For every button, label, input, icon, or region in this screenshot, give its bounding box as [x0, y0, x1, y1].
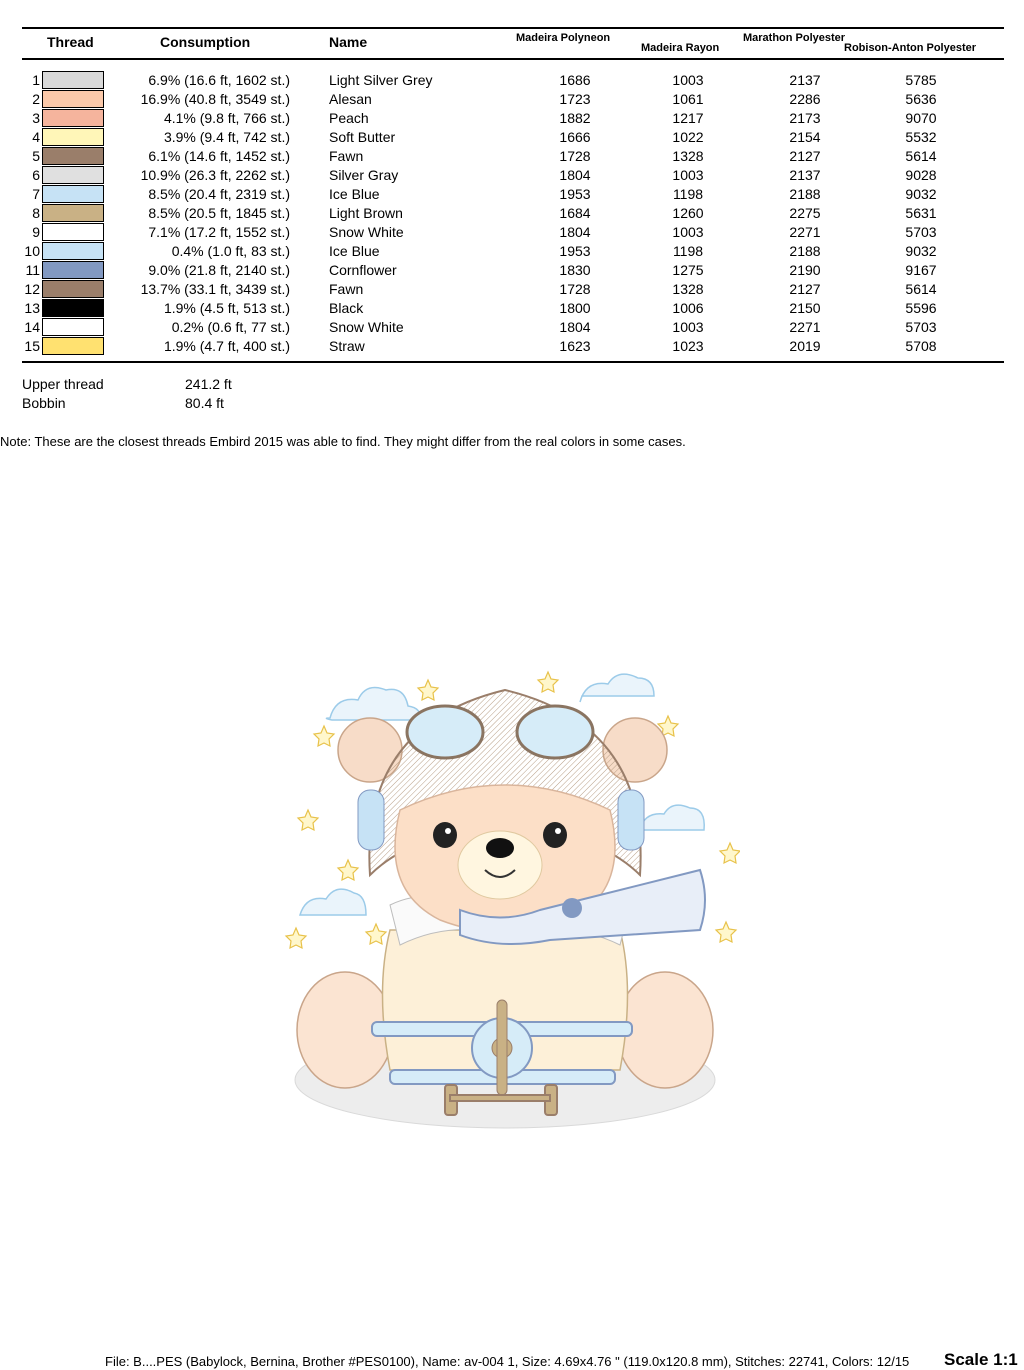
table-row: [0, 261, 1024, 280]
thread-name: Straw: [329, 338, 365, 354]
header-madeira-polyneon: Madeira Polyneon: [516, 32, 611, 44]
bobbin-value: 80.4 ft: [185, 395, 224, 411]
table-row: [0, 128, 1024, 147]
thread-color-swatch: [42, 185, 104, 203]
thread-name: Black: [329, 300, 364, 316]
right-ear-flap: [618, 790, 644, 850]
robison-anton-code: 9032: [905, 186, 937, 202]
robison-anton-code: 5614: [905, 148, 937, 164]
madeira-polyneon-code: 1882: [559, 110, 591, 126]
thread-number: 3: [32, 110, 40, 126]
thread-number: 5: [32, 148, 40, 164]
header-consumption: Consumption: [160, 34, 251, 50]
thread-number: 7: [32, 186, 40, 202]
madeira-rayon-code: 1328: [672, 148, 704, 164]
thread-consumption: 1.9% (4.7 ft, 400 st.): [163, 338, 290, 354]
table-top-rule: [22, 27, 1004, 29]
madeira-rayon-code: 1061: [672, 91, 704, 107]
thread-number: 11: [25, 262, 40, 278]
propeller: [497, 1000, 507, 1095]
thread-consumption: 6.1% (14.6 ft, 1452 st.): [148, 148, 290, 164]
marathon-polyester-code: 2137: [789, 72, 821, 88]
thread-name: Ice Blue: [329, 243, 380, 259]
table-row: [0, 299, 1024, 318]
marathon-polyester-code: 2173: [789, 110, 821, 126]
bobbin-label: Bobbin: [22, 395, 66, 411]
thread-name: Light Brown: [329, 205, 403, 221]
marathon-polyester-code: 2286: [789, 91, 821, 107]
embroidery-preview: [280, 660, 740, 1140]
robison-anton-code: 5785: [905, 72, 937, 88]
robison-anton-code: 5614: [905, 281, 937, 297]
madeira-polyneon-code: 1666: [559, 129, 591, 145]
scarf-knot: [562, 898, 582, 918]
madeira-polyneon-code: 1728: [559, 281, 591, 297]
madeira-rayon-code: 1260: [672, 205, 704, 221]
table-row: [0, 185, 1024, 204]
header-name: Name: [329, 34, 368, 50]
thread-consumption: 0.2% (0.6 ft, 77 st.): [171, 319, 290, 335]
madeira-polyneon-code: 1953: [559, 186, 591, 202]
thread-note: Note: These are the closest threads Embird 2015 was able to find. They might differ from the real colors in some cases.: [0, 434, 686, 449]
thread-consumption: 8.5% (20.5 ft, 1845 st.): [148, 205, 290, 221]
marathon-polyester-code: 2190: [789, 262, 821, 278]
marathon-polyester-code: 2150: [789, 300, 821, 316]
madeira-rayon-code: 1003: [672, 167, 704, 183]
thread-name: Fawn: [329, 148, 364, 164]
marathon-polyester-code: 2271: [789, 224, 821, 240]
table-row: [0, 280, 1024, 299]
thread-number: 10: [24, 243, 40, 259]
madeira-polyneon-code: 1684: [559, 205, 591, 221]
thread-color-swatch: [42, 147, 104, 165]
thread-name: Snow White: [329, 224, 404, 240]
madeira-rayon-code: 1275: [672, 262, 704, 278]
madeira-polyneon-code: 1830: [559, 262, 591, 278]
marathon-polyester-code: 2275: [789, 205, 821, 221]
table-row: [0, 71, 1024, 90]
madeira-rayon-code: 1198: [672, 243, 704, 259]
madeira-polyneon-code: 1804: [559, 224, 591, 240]
thread-color-swatch: [42, 90, 104, 108]
table-row: [0, 90, 1024, 109]
madeira-rayon-code: 1003: [672, 224, 704, 240]
robison-anton-code: 5703: [905, 224, 937, 240]
table-row: [0, 223, 1024, 242]
upper-thread-label: Upper thread: [22, 376, 104, 392]
thread-color-swatch: [42, 337, 104, 355]
thread-number: 12: [24, 281, 40, 297]
header-marathon-polyester: Marathon Polyester: [743, 32, 846, 44]
robison-anton-code: 5703: [905, 319, 937, 335]
thread-color-swatch: [42, 318, 104, 336]
madeira-rayon-code: 1023: [672, 338, 704, 354]
header-thread: Thread: [47, 34, 94, 50]
madeira-polyneon-code: 1723: [559, 91, 591, 107]
robison-anton-code: 5631: [905, 205, 937, 221]
file-info-footer: File: B....PES (Babylock, Bernina, Brother #PES0100), Name: av-004 1, Size: 4.69x4.76 " (119.0x120.8 mm), Stitches: 22741, Colors: 12/15: [105, 1354, 910, 1369]
thread-name: Cornflower: [329, 262, 397, 278]
thread-name: Snow White: [329, 319, 404, 335]
thread-number: 15: [24, 338, 40, 354]
thread-number: 1: [32, 72, 40, 88]
marathon-polyester-code: 2154: [789, 129, 821, 145]
madeira-rayon-code: 1217: [672, 110, 704, 126]
thread-color-swatch: [42, 223, 104, 241]
table-row: [0, 166, 1024, 185]
madeira-rayon-code: 1003: [672, 319, 704, 335]
thread-color-swatch: [42, 128, 104, 146]
header-madeira-rayon: Madeira Rayon: [641, 42, 720, 54]
robison-anton-code: 5708: [905, 338, 937, 354]
marathon-polyester-code: 2019: [789, 338, 821, 354]
robison-anton-code: 5532: [905, 129, 937, 145]
marathon-polyester-code: 2127: [789, 148, 821, 164]
nose-icon: [486, 838, 514, 858]
thread-color-swatch: [42, 109, 104, 127]
marathon-polyester-code: 2188: [789, 186, 821, 202]
madeira-rayon-code: 1198: [672, 186, 704, 202]
table-row: [0, 318, 1024, 337]
thread-color-swatch: [42, 71, 104, 89]
robison-anton-code: 5636: [905, 91, 937, 107]
thread-consumption: 0.4% (1.0 ft, 83 st.): [171, 243, 290, 259]
robison-anton-code: 9167: [905, 262, 937, 278]
thread-table: [0, 71, 1024, 356]
thread-color-swatch: [42, 261, 104, 279]
thread-color-swatch: [42, 166, 104, 184]
thread-name: Silver Gray: [329, 167, 399, 183]
robison-anton-code: 5596: [905, 300, 937, 316]
thread-name: Peach: [329, 110, 369, 126]
robison-anton-code: 9070: [905, 110, 937, 126]
madeira-polyneon-code: 1623: [559, 338, 591, 354]
madeira-rayon-code: 1006: [672, 300, 704, 316]
robison-anton-code: 9028: [905, 167, 937, 183]
thread-color-swatch: [42, 242, 104, 260]
thread-name: Fawn: [329, 281, 364, 297]
thread-color-swatch: [42, 280, 104, 298]
thread-consumption: 8.5% (20.4 ft, 2319 st.): [148, 186, 290, 202]
thread-consumption: 16.9% (40.8 ft, 3549 st.): [140, 91, 290, 107]
madeira-rayon-code: 1003: [672, 72, 704, 88]
madeira-polyneon-code: 1953: [559, 243, 591, 259]
thread-name: Ice Blue: [329, 186, 380, 202]
header-robison-anton: Robison-Anton Polyester: [844, 42, 977, 54]
thread-consumption: 9.0% (21.8 ft, 2140 st.): [148, 262, 290, 278]
left-ear-flap: [358, 790, 384, 850]
thread-name: Soft Butter: [329, 129, 396, 145]
thread-consumption: 4.1% (9.8 ft, 766 st.): [163, 110, 290, 126]
thread-consumption: 6.9% (16.6 ft, 1602 st.): [148, 72, 290, 88]
thread-number: 2: [32, 91, 40, 107]
thread-number: 8: [32, 205, 40, 221]
madeira-rayon-code: 1328: [672, 281, 704, 297]
madeira-polyneon-code: 1728: [559, 148, 591, 164]
marathon-polyester-code: 2137: [789, 167, 821, 183]
table-row: [0, 204, 1024, 223]
robison-anton-code: 9032: [905, 243, 937, 259]
right-eye-icon: [543, 822, 567, 848]
thread-number: 13: [24, 300, 40, 316]
table-row: [0, 147, 1024, 166]
thread-number: 9: [32, 224, 40, 240]
thread-number: 6: [32, 167, 40, 183]
thread-color-swatch: [42, 204, 104, 222]
madeira-polyneon-code: 1804: [559, 319, 591, 335]
table-row: [0, 109, 1024, 128]
thread-color-swatch: [42, 299, 104, 317]
thread-consumption: 7.1% (17.2 ft, 1552 st.): [148, 224, 290, 240]
madeira-polyneon-code: 1804: [559, 167, 591, 183]
madeira-polyneon-code: 1686: [559, 72, 591, 88]
thread-number: 14: [24, 319, 40, 335]
madeira-polyneon-code: 1800: [559, 300, 591, 316]
marathon-polyester-code: 2271: [789, 319, 821, 335]
upper-thread-value: 241.2 ft: [185, 376, 232, 392]
marathon-polyester-code: 2188: [789, 243, 821, 259]
thread-number: 4: [32, 129, 40, 145]
scale-label: Scale 1:1: [944, 1350, 1018, 1369]
madeira-rayon-code: 1022: [672, 129, 704, 145]
thread-consumption: 10.9% (26.3 ft, 2262 st.): [140, 167, 290, 183]
thread-consumption: 13.7% (33.1 ft, 3439 st.): [140, 281, 290, 297]
thread-name: Alesan: [329, 91, 372, 107]
thread-name: Light Silver Grey: [329, 72, 433, 88]
marathon-polyester-code: 2127: [789, 281, 821, 297]
thread-consumption: 1.9% (4.5 ft, 513 st.): [163, 300, 290, 316]
table-bottom-rule: [22, 361, 1004, 363]
table-row: [0, 242, 1024, 261]
thread-consumption: 3.9% (9.4 ft, 742 st.): [163, 129, 290, 145]
table-row: [0, 337, 1024, 356]
table-header-rule: [22, 58, 1004, 60]
left-eye-icon: [433, 822, 457, 848]
